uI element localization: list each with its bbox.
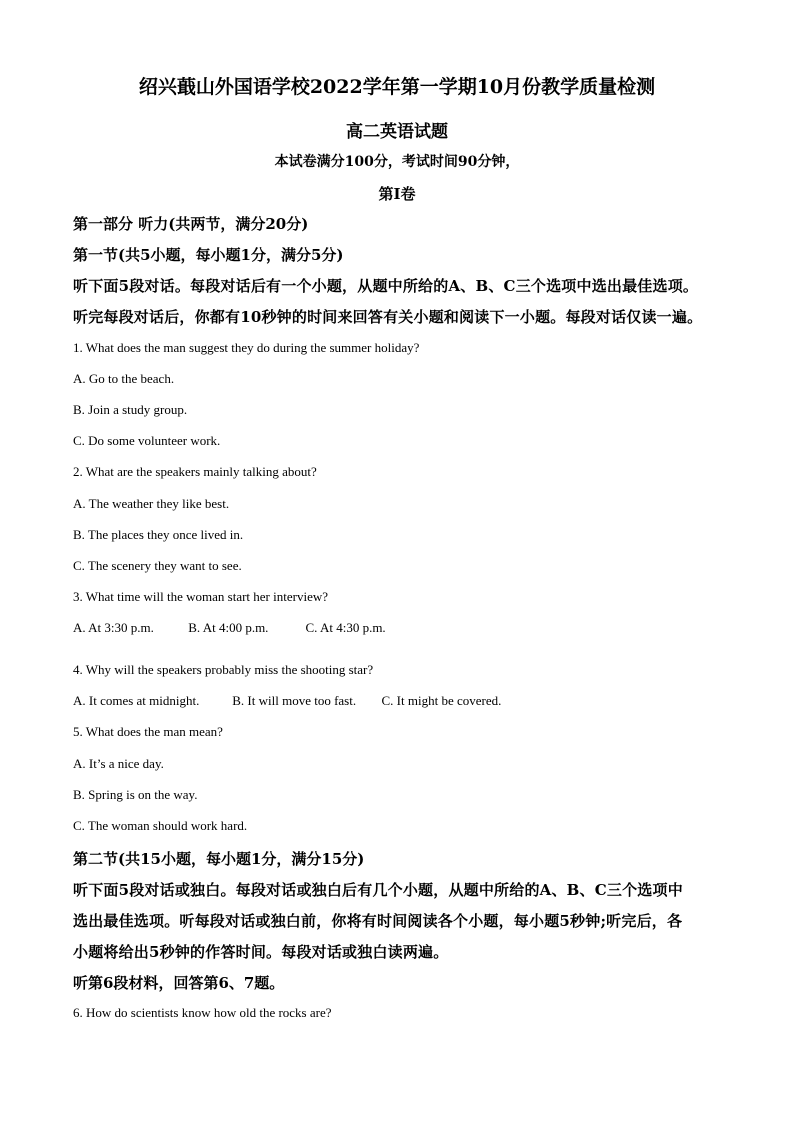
- exam-info: 本试卷满分100分，考试时间90分钟，: [274, 154, 520, 170]
- question-1-stem: 1. What does the man suggest they do during the summer holiday?: [73, 340, 420, 355]
- section2-heading: 第二节(共15小题，每小题1分，满分15分): [73, 850, 365, 868]
- question-1-option-a: A. Go to the beach.: [73, 371, 175, 386]
- question-3-options: [73, 620, 386, 636]
- section1-heading: 第一节(共5小题，每小题1分，满分5分): [73, 246, 344, 264]
- question-2-option-c: C. The scenery they want to see.: [73, 558, 242, 573]
- question-5-option-c: C. The woman should work hard.: [73, 818, 248, 833]
- question-1-option-b: B. Join a study group.: [73, 402, 188, 417]
- section1-instruction-line1: 听下面5段对话。每段对话后有一个小题，从题中所给的A、B、C三个选项中选出最佳选项。: [73, 277, 699, 295]
- question-5-option-a: A. It’s a nice day.: [73, 756, 164, 771]
- question-4-option-c: C. It might be covered.: [381, 693, 502, 708]
- question-4-stem: 4. Why will the speakers probably miss the shooting star?: [73, 662, 374, 677]
- question-2-option-a: A. The weather they like best.: [73, 496, 230, 511]
- question-3-option-a: A. At 3:30 p.m.: [73, 620, 154, 635]
- question-4-option-a: A. It comes at midnight.: [73, 693, 200, 708]
- question-4-options: [73, 693, 501, 709]
- exam-subtitle: 高二英语试题: [346, 122, 448, 142]
- question-5-option-b: B. Spring is on the way.: [73, 787, 198, 802]
- section2-instruction-line1: 听下面5段对话或独白。每段对话或独白后有几个小题，从题中所给的A、B、C三个选项中: [73, 881, 683, 899]
- exam-title: 绍兴蕺山外国语学校2022学年第一学期10月份教学质量检测: [138, 76, 656, 98]
- question-3-stem: 3. What time will the woman start her interview?: [73, 589, 328, 604]
- part1-heading: 第一部分 听力(共两节，满分20分): [73, 215, 309, 233]
- question-6-stem: 6. How do scientists know how old the rocks are?: [73, 1005, 332, 1020]
- material-6-heading: 听第6段材料，回答第6、7题。: [73, 974, 285, 992]
- question-3-option-c: C. At 4:30 p.m.: [305, 620, 386, 635]
- question-3-option-b: B. At 4:00 p.m.: [188, 620, 269, 635]
- question-4-option-b: B. It will move too fast.: [232, 693, 357, 708]
- question-2-stem: 2. What are the speakers mainly talking about?: [73, 464, 317, 479]
- question-5-stem: 5. What does the man mean?: [73, 724, 223, 739]
- question-1-option-c: C. Do some volunteer work.: [73, 433, 221, 448]
- section1-instruction-line2: 听完每段对话后，你都有10秒钟的时间来回答有关小题和阅读下一小题。每段对话仅读一遍。: [73, 308, 703, 326]
- question-2-option-b: B. The places they once lived in.: [73, 527, 244, 542]
- volume-label: 第I卷: [378, 185, 416, 203]
- section2-instruction-line2: 选出最佳选项。听每段对话或独白前，你将有时间阅读各个小题，每小题5秒钟;听完后，各: [73, 912, 683, 930]
- section2-instruction-line3: 小题将给出5秒钟的作答时间。每段对话或独白读两遍。: [73, 943, 449, 961]
